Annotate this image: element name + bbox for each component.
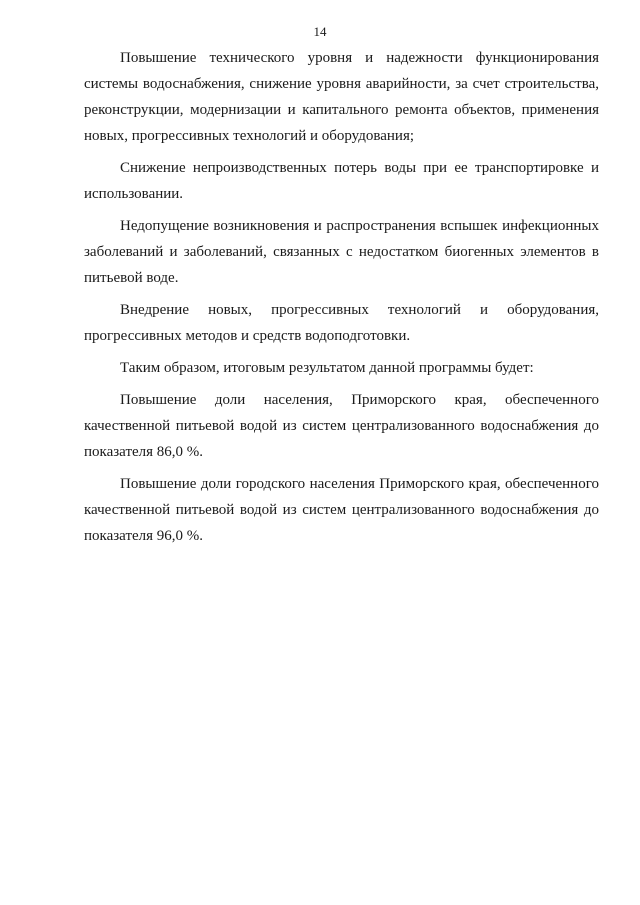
paragraph-reliability: Повышение технического уровня и надежности функционирования системы водоснабжения, снижение уровня аварийности, за счет строительства, реконструкции, модернизации и капитального ремонта объектов, применения новых, прогрессивных технологий и оборудования; [84, 50, 599, 144]
paragraph-urban-population-target: Повышение доли городского населения Приморского края, обеспеченного качественной питьевой водой из систем централизованного водоснабжения до показателя 96,0 %. [84, 476, 599, 544]
paragraph-new-technologies: Внедрение новых, прогрессивных технологий и оборудования, прогрессивных методов и средств водоподготовки. [84, 302, 599, 344]
document-body [84, 45, 599, 555]
page-number: 14 [313, 24, 327, 39]
paragraph-population-target: Повышение доли населения, Приморского края, обеспеченного качественной питьевой водой из систем централизованного водоснабжения до показателя 86,0 %. [84, 392, 599, 460]
paragraph-water-losses: Снижение непроизводственных потерь воды при ее транспортировке и использовании. [84, 160, 599, 202]
paragraph-summary-intro: Таким образом, итоговым результатом данной программы будет: [120, 360, 534, 376]
paragraph-disease-prevention: Недопущение возникновения и распространения вспышек инфекционных заболеваний и заболеваний, связанных с недостатком биогенных элементов в питьевой воде. [84, 218, 599, 286]
